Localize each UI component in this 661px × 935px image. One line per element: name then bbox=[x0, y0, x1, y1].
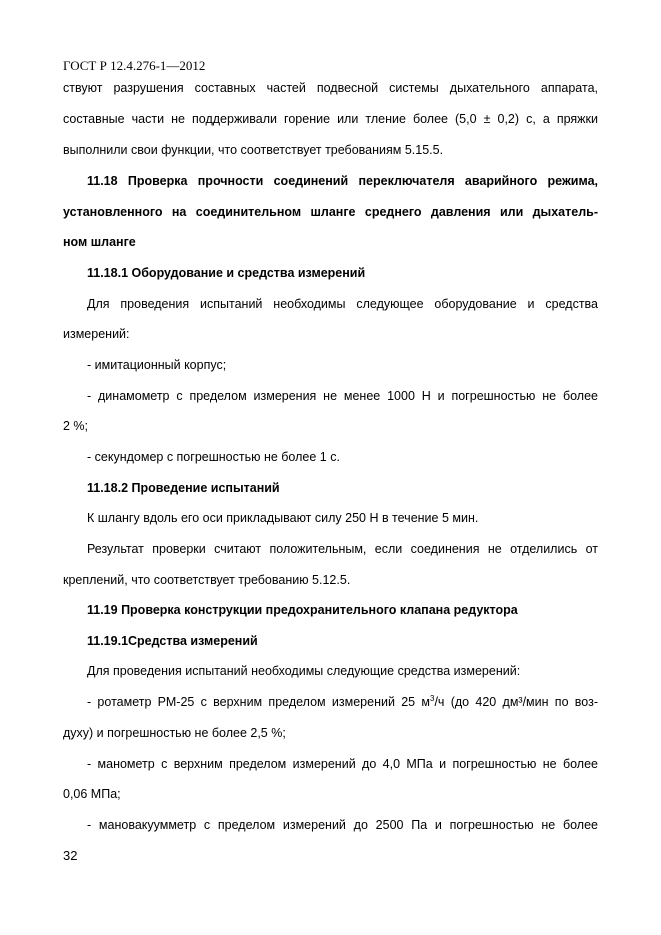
text-line: 2 %; bbox=[63, 419, 89, 433]
rotameter-text: - ротаметр РМ-25 с верхним пределом измерений 25 м bbox=[87, 695, 430, 709]
list-item: - динамометр с пределом измерения не менее 1000 Н и погрешностью не более bbox=[87, 389, 598, 403]
superscript: 3 bbox=[430, 693, 435, 703]
text-line: духу) и погрешностью не более 2,5 %; bbox=[63, 726, 286, 740]
text-line: креплений, что соответствует требованию 5.12.5. bbox=[63, 573, 351, 587]
list-item: - имитационный корпус; bbox=[87, 358, 227, 372]
rotameter-text-cont: /ч (до 420 дм³/мин по воз- bbox=[434, 695, 599, 709]
text-line: составные части не поддерживали горение или тление более (5,0 ± 0,2) с, а пряжки bbox=[63, 112, 598, 126]
standard-code-header: ГОСТ Р 12.4.276-1—2012 bbox=[63, 58, 206, 73]
subsection-heading: 11.18.1 Оборудование и средства измерений bbox=[87, 266, 366, 280]
text-line: измерений: bbox=[63, 327, 130, 341]
section-heading: 11.18 Проверка прочности соединений переключателя аварийного режима, bbox=[87, 174, 598, 188]
list-item: - секундомер с погрешностью не более 1 с. bbox=[87, 450, 340, 464]
text-line: К шлангу вдоль его оси прикладывают силу 250 Н в течение 5 мин. bbox=[87, 511, 479, 525]
text-line: Для проведения испытаний необходимы следующие средства измерений: bbox=[87, 664, 521, 678]
list-item: - мановакуумметр с пределом измерений до 2500 Па и погрешностью не более bbox=[87, 818, 598, 832]
subsection-heading: 11.18.2 Проведение испытаний bbox=[87, 481, 280, 495]
text-line: выполнили свои функции, что соответствует требованиям 5.15.5. bbox=[63, 143, 444, 157]
text-line: 0,06 МПа; bbox=[63, 787, 121, 801]
list-item-rotameter bbox=[87, 694, 598, 710]
text-line: Результат проверки считают положительным, если соединения не отделились от bbox=[87, 542, 598, 556]
section-heading: 11.19 Проверка конструкции предохранительного клапана редуктора bbox=[87, 603, 518, 617]
text-line: ствуют разрушения составных частей подвесной системы дыхательного аппарата, bbox=[63, 81, 598, 95]
subsection-heading: 11.19.1Средства измерений bbox=[87, 634, 258, 648]
section-heading: ном шланге bbox=[63, 235, 136, 249]
page-number: 32 bbox=[63, 848, 78, 863]
section-heading: установленного на соединительном шланге среднего давления или дыхатель- bbox=[63, 205, 598, 219]
text-line: Для проведения испытаний необходимы следующее оборудование и средства bbox=[87, 297, 598, 311]
list-item: - манометр с верхним пределом измерений до 4,0 МПа и погрешностью не более bbox=[87, 757, 598, 771]
